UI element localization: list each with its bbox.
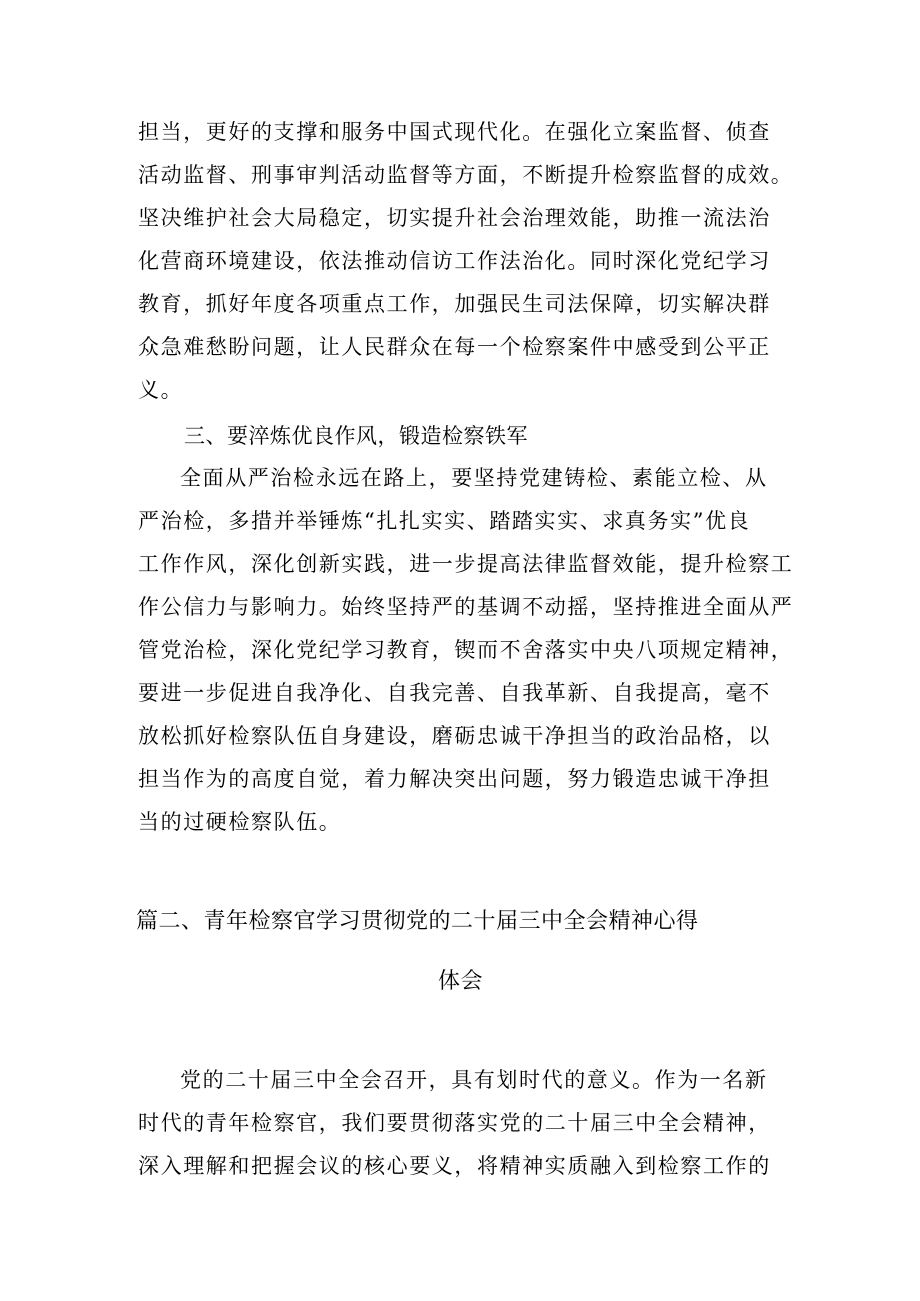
body-line: 要进一步促进自我净化、自我完善、自我革新、自我提高，毫不 xyxy=(138,681,771,705)
body-line: 作公信力与影响力。始终坚持严的基调不动摇，坚持推进全面从严 xyxy=(138,595,794,619)
body-line: 坚决维护社会大局稳定，切实提升社会治理效能，助推一流法治 xyxy=(138,206,771,230)
article-title: 篇二、青年检察官学习贯彻党的二十届三中全会精神心得 xyxy=(136,909,699,934)
body-line: 担当，更好的支撑和服务中国式现代化。在强化立案监督、侦查 xyxy=(138,120,771,144)
body-line: 管党治检，深化党纪学习教育，锲而不舍落实中央八项规定精神， xyxy=(138,638,794,662)
body-line: 党的二十届三中全会召开，具有划时代的意义。作为一名新 xyxy=(180,1068,768,1092)
body-line: 深入理解和把握会议的核心要义，将精神实质融入到检察工作的 xyxy=(138,1154,771,1178)
article-title-continued: 体会 xyxy=(438,969,484,994)
section-heading: 三、要淬炼优良作风，锻造检察铁军 xyxy=(184,424,528,448)
body-line: 全面从严治检永远在路上，要坚持党建铸检、素能立检、从 xyxy=(180,466,768,490)
body-line: 义。 xyxy=(138,378,184,402)
body-line: 严治检，多措并举锤炼“扎扎实实、踏踏实实、求真务实”优良 xyxy=(138,509,751,533)
body-line: 放松抓好检察队伍自身建设，磨砺忠诚干净担当的政治品格，以 xyxy=(138,724,771,748)
body-line: 担当作为的高度自觉，着力解决突出问题，努力锻造忠诚干净担 xyxy=(138,767,771,791)
body-line: 众急难愁盼问题，让人民群众在每一个检察案件中感受到公平正 xyxy=(138,335,771,359)
body-line: 时代的青年检察官，我们要贯彻落实党的二十届三中全会精神， xyxy=(138,1111,771,1135)
body-line: 活动监督、刑事审判活动监督等方面，不断提升检察监督的成效。 xyxy=(138,163,794,187)
body-line: 当的过硬检察队伍。 xyxy=(138,810,342,834)
body-line: 教育，抓好年度各项重点工作，加强民生司法保障，切实解决群 xyxy=(138,292,771,316)
body-line: 化营商环境建设，依法推动信访工作法治化。同时深化党纪学习 xyxy=(138,249,771,273)
body-line: 工作作风，深化创新实践，进一步提高法律监督效能，提升检察工 xyxy=(138,552,794,576)
